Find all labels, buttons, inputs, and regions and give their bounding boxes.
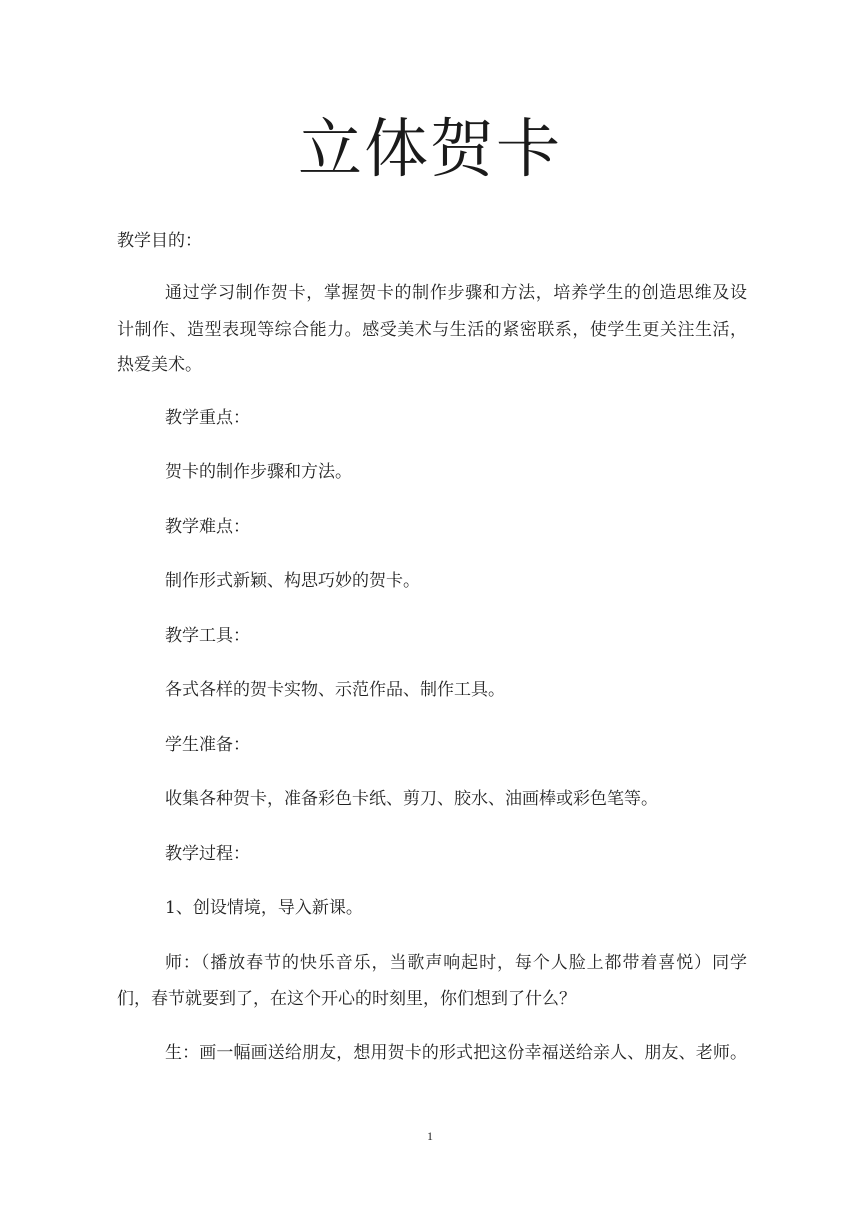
paragraph-line: 们，春节就要到了，在这个开心的时刻里，你们想到了什么？ <box>117 989 576 1009</box>
heading-key-points: 教学重点： <box>165 408 250 428</box>
heading-teaching-process: 教学过程： <box>165 844 250 864</box>
paragraph-line: 师：（播放春节的快乐音乐，当歌声响起时，每个人脸上都带着喜悦）同学 <box>165 953 747 973</box>
paragraph-line: 制作形式新颖、构思巧妙的贺卡。 <box>165 571 420 591</box>
heading-teaching-purpose: 教学目的： <box>117 231 202 251</box>
paragraph-line: 通过学习制作贺卡，掌握贺卡的制作步骤和方法，培养学生的创造思维及设 <box>165 283 747 303</box>
document-title: 立体贺卡 <box>298 113 562 187</box>
paragraph-line: 热爱美术。 <box>117 355 202 375</box>
paragraph-line: 收集各种贺卡，准备彩色卡纸、剪刀、胶水、油画棒或彩色笔等。 <box>165 789 658 809</box>
paragraph-line: 生：画一幅画送给朋友，想用贺卡的形式把这份幸福送给亲人、朋友、老师。 <box>165 1043 747 1063</box>
paragraph-line: 计制作、造型表现等综合能力。感受美术与生活的紧密联系，使学生更关注生活， <box>117 320 747 340</box>
page-number: 1 <box>427 1129 433 1143</box>
heading-difficulties: 教学难点： <box>165 517 250 537</box>
paragraph-line: 1、创设情境，导入新课。 <box>165 898 363 918</box>
paragraph-line: 贺卡的制作步骤和方法。 <box>165 462 352 482</box>
heading-teaching-tools: 教学工具： <box>165 626 250 646</box>
paragraph-line: 各式各样的贺卡实物、示范作品、制作工具。 <box>165 680 505 700</box>
heading-student-preparation: 学生准备： <box>165 735 250 755</box>
